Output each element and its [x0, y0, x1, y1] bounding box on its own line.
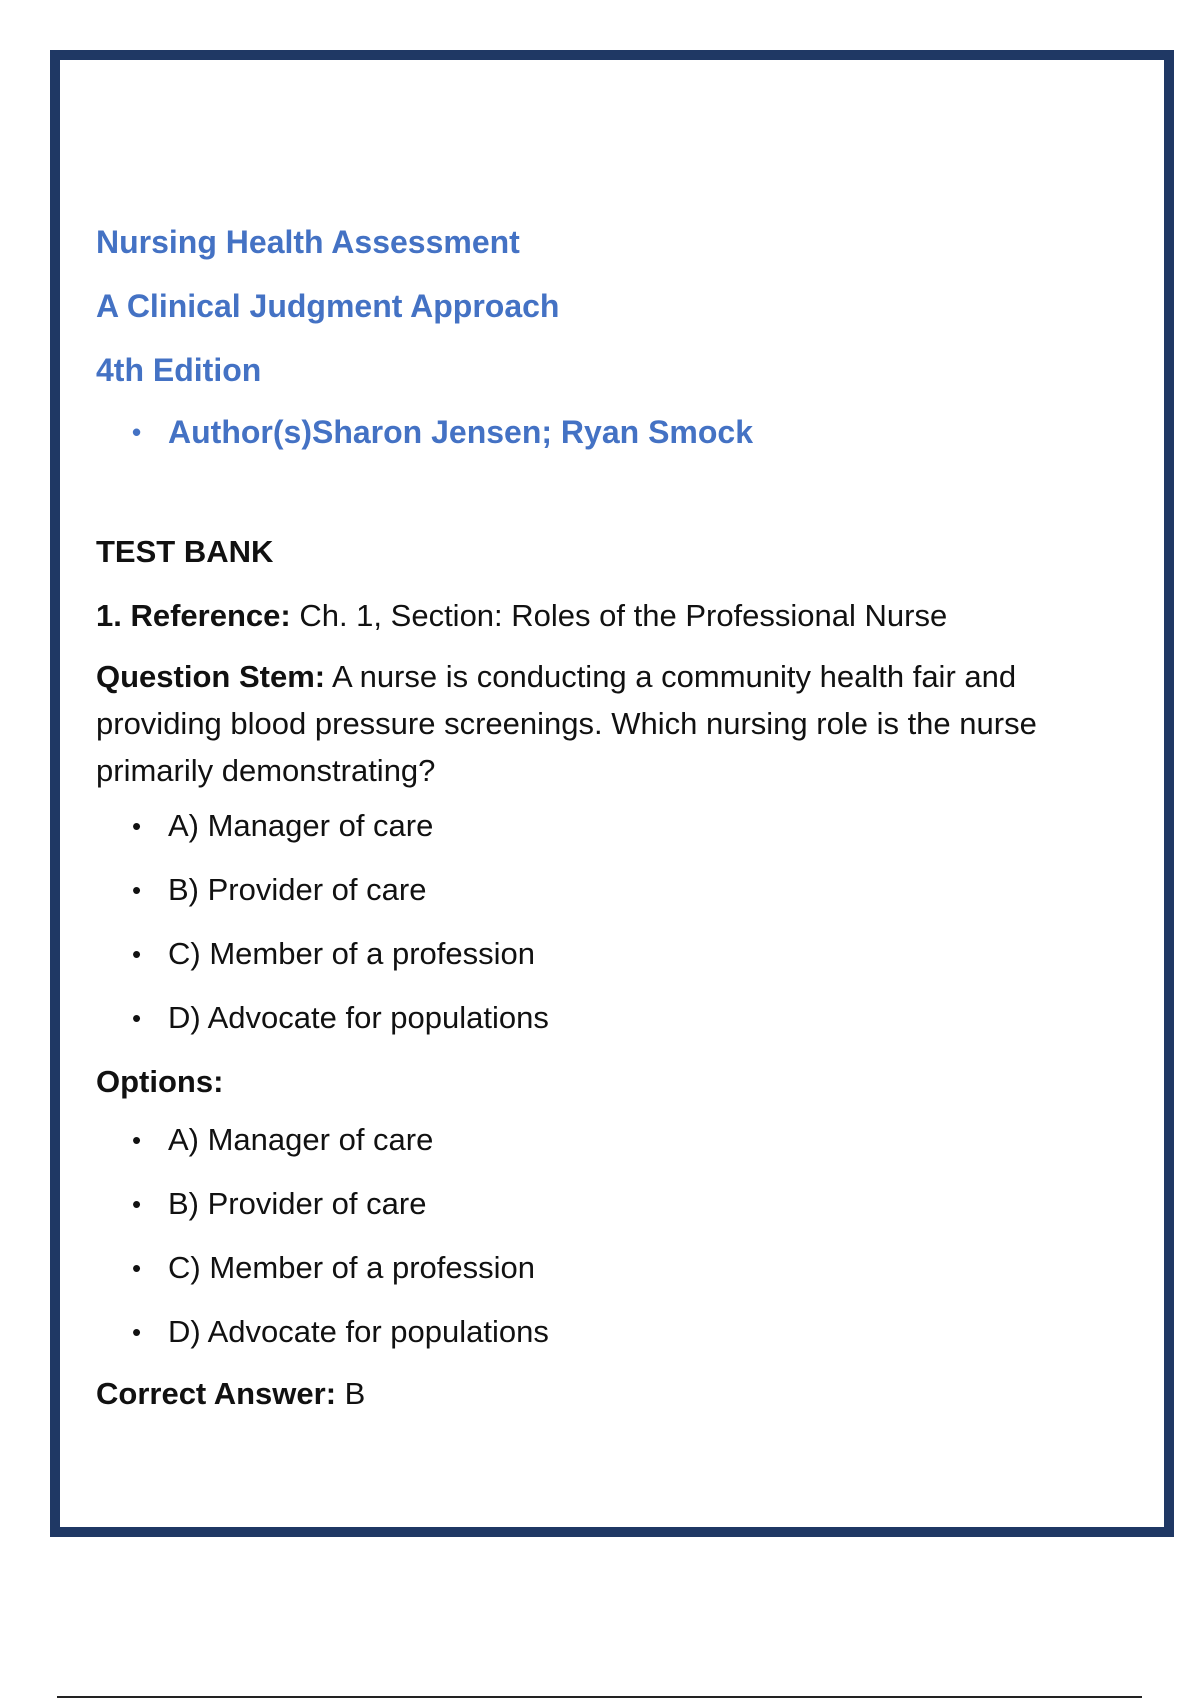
- reference-text: Ch. 1, Section: Roles of the Professional Nurse: [290, 598, 948, 633]
- bullet-icon: •: [132, 417, 142, 447]
- bullet-icon: •: [132, 1189, 142, 1219]
- option-text: D) Advocate for populations: [168, 1314, 549, 1349]
- stem-label: Question Stem:: [96, 659, 326, 694]
- question-reference: [96, 598, 1056, 634]
- correct-answer: [96, 1376, 1056, 1412]
- bullet-icon: •: [132, 1003, 142, 1033]
- list-item: [96, 1122, 1056, 1158]
- bullet-icon: •: [132, 1125, 142, 1155]
- choice-text: B) Provider of care: [168, 872, 427, 907]
- list-item: [96, 936, 1056, 972]
- document-content: [96, 224, 1056, 1412]
- list-item: [96, 1000, 1056, 1036]
- author-names: Author(s)Sharon Jensen; Ryan Smock: [168, 413, 753, 450]
- author-item: [96, 414, 1056, 450]
- answer-value: B: [336, 1376, 366, 1411]
- stem-text: A nurse is conducting a community health fair and providing blood pressure screenings. Which nursing role is the nurse primarily demonstrating?: [96, 659, 1037, 788]
- list-item: [96, 1186, 1056, 1222]
- bullet-icon: •: [132, 939, 142, 969]
- reference-label: 1. Reference:: [96, 598, 291, 633]
- option-text: B) Provider of care: [168, 1186, 427, 1221]
- option-text: A) Manager of care: [168, 1122, 434, 1157]
- choice-text: D) Advocate for populations: [168, 1000, 549, 1035]
- book-edition: 4th Edition: [96, 352, 262, 388]
- option-text: C) Member of a profession: [168, 1250, 535, 1285]
- answer-label: Correct Answer:: [96, 1376, 337, 1411]
- choice-text: C) Member of a profession: [168, 936, 535, 971]
- bullet-icon: •: [132, 875, 142, 905]
- bullet-icon: •: [132, 811, 142, 841]
- list-item: [96, 1250, 1056, 1286]
- question-stem: [96, 653, 1056, 794]
- author-list: [96, 414, 1056, 450]
- options-heading: Options:: [96, 1064, 224, 1099]
- choice-list: [96, 808, 1056, 1036]
- book-subtitle: A Clinical Judgment Approach: [96, 288, 560, 324]
- choice-text: A) Manager of care: [168, 808, 434, 843]
- list-item: [96, 1314, 1056, 1350]
- list-item: [96, 808, 1056, 844]
- bullet-icon: •: [132, 1253, 142, 1283]
- options-list: [96, 1122, 1056, 1350]
- list-item: [96, 872, 1056, 908]
- section-heading: TEST BANK: [96, 534, 274, 569]
- bullet-icon: •: [132, 1317, 142, 1347]
- footer-divider: [57, 1696, 1142, 1698]
- book-title: Nursing Health Assessment: [96, 224, 520, 260]
